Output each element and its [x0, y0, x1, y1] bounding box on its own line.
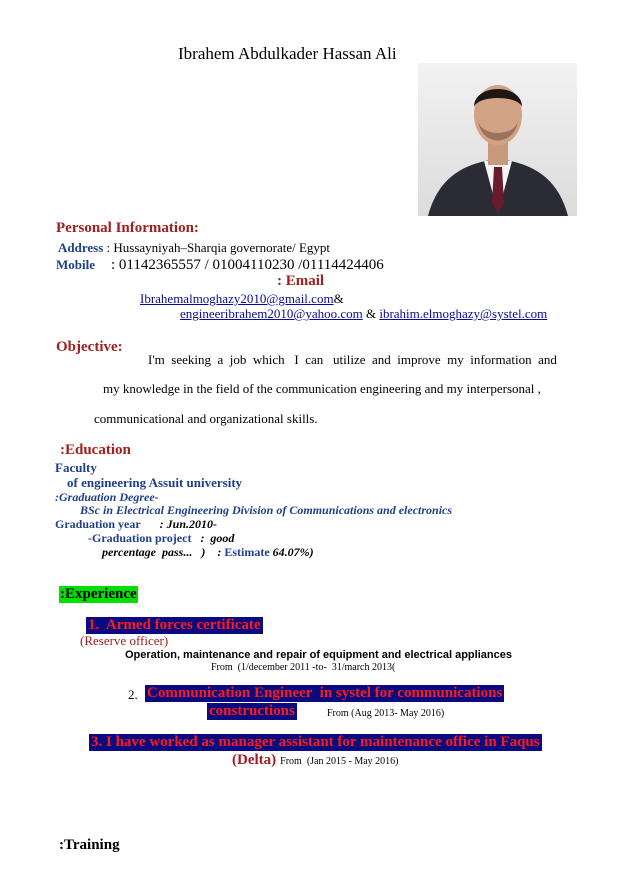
objective-line-1: I'm seeking a job which I can utilize and improve my information and [148, 352, 557, 367]
graduation-project-line [88, 531, 234, 546]
education-faculty: Faculty [55, 460, 97, 475]
mobile-value: : 01142365557 / 01004110230 /01114424406 [111, 257, 384, 273]
email-label: : Email [277, 273, 325, 289]
email-separator-2: & [362, 306, 380, 321]
mobile-label: Mobile [56, 257, 95, 272]
email-link-gmail[interactable]: Ibrahemalmoghazy2010@gmail.com [140, 291, 334, 306]
estimate-value: 64.07%) [272, 545, 314, 559]
experience-heading: :Experience [60, 586, 137, 602]
experience-item-2-dates: From (Aug 2013- May 2016) [327, 708, 445, 719]
experience-item-2-title-b: constructions [209, 703, 295, 719]
graduation-year-value: : Jun.2010- [159, 517, 218, 531]
profile-photo [418, 63, 577, 216]
profile-photo-image [418, 63, 577, 216]
education-heading: :Education [60, 442, 131, 458]
address-value: : Hussayniyah–Sharqia governorate/ Egypt [106, 240, 331, 255]
email-line-1 [140, 291, 344, 307]
mobile-line [56, 256, 384, 274]
graduation-project-value: : good [200, 531, 235, 545]
experience-item-2-title-a: Communication Engineer in systel for communications [147, 685, 503, 701]
education-university: of engineering Assuit university [67, 475, 243, 490]
training-heading: :Training [59, 837, 120, 853]
email-separator-1: & [333, 291, 344, 306]
address-line [58, 240, 330, 256]
graduation-degree: BSc in Electrical Engineering Division of Communications and electronics [80, 503, 453, 517]
experience-item-1-dates: From (1/december 2011 -to- 31/march 2013( [211, 662, 396, 673]
objective-heading: Objective: [56, 339, 123, 355]
personal-info-heading: Personal Information: [56, 220, 199, 236]
candidate-name: Ibrahem Abdulkader Hassan Ali [178, 44, 397, 63]
graduation-year-label: Graduation year [55, 517, 141, 531]
experience-item-1-title: 1. Armed forces certificate [88, 617, 261, 633]
email-link-yahoo[interactable]: engineeribrahem2010@yahoo.com [180, 306, 363, 321]
graduation-project-label: -Graduation project [88, 531, 192, 545]
percentage-text: percentage pass... ) : [102, 545, 222, 559]
experience-item-1-sub: (Reserve officer) [80, 633, 169, 648]
experience-item-2-number: 2. [128, 687, 138, 702]
experience-item-1-desc: Operation, maintenance and repair of equipment and electrical appliances [125, 649, 512, 661]
graduation-year-line [55, 517, 217, 532]
email-link-systel[interactable]: ibrahim.elmoghazy@systel.com [379, 306, 548, 321]
percentage-line [102, 545, 314, 560]
experience-item-3-title: 3. I have worked as manager assistant for maintenance office in Faqus [91, 734, 540, 750]
objective-line-2: my knowledge in the field of the communication engineering and my interpersonal , [103, 381, 541, 396]
graduation-degree-label: :Graduation Degree- [55, 490, 159, 504]
experience-item-3-place: (Delta) [232, 752, 277, 768]
objective-line-3: communicational and organizational skills. [94, 411, 318, 426]
email-line-2 [180, 306, 547, 322]
experience-item-3-dates: From (Jan 2015 - May 2016) [280, 756, 399, 767]
estimate-label: Estimate [224, 545, 270, 559]
address-label: Address [58, 240, 104, 255]
experience-item-3-line-2 [232, 751, 398, 769]
